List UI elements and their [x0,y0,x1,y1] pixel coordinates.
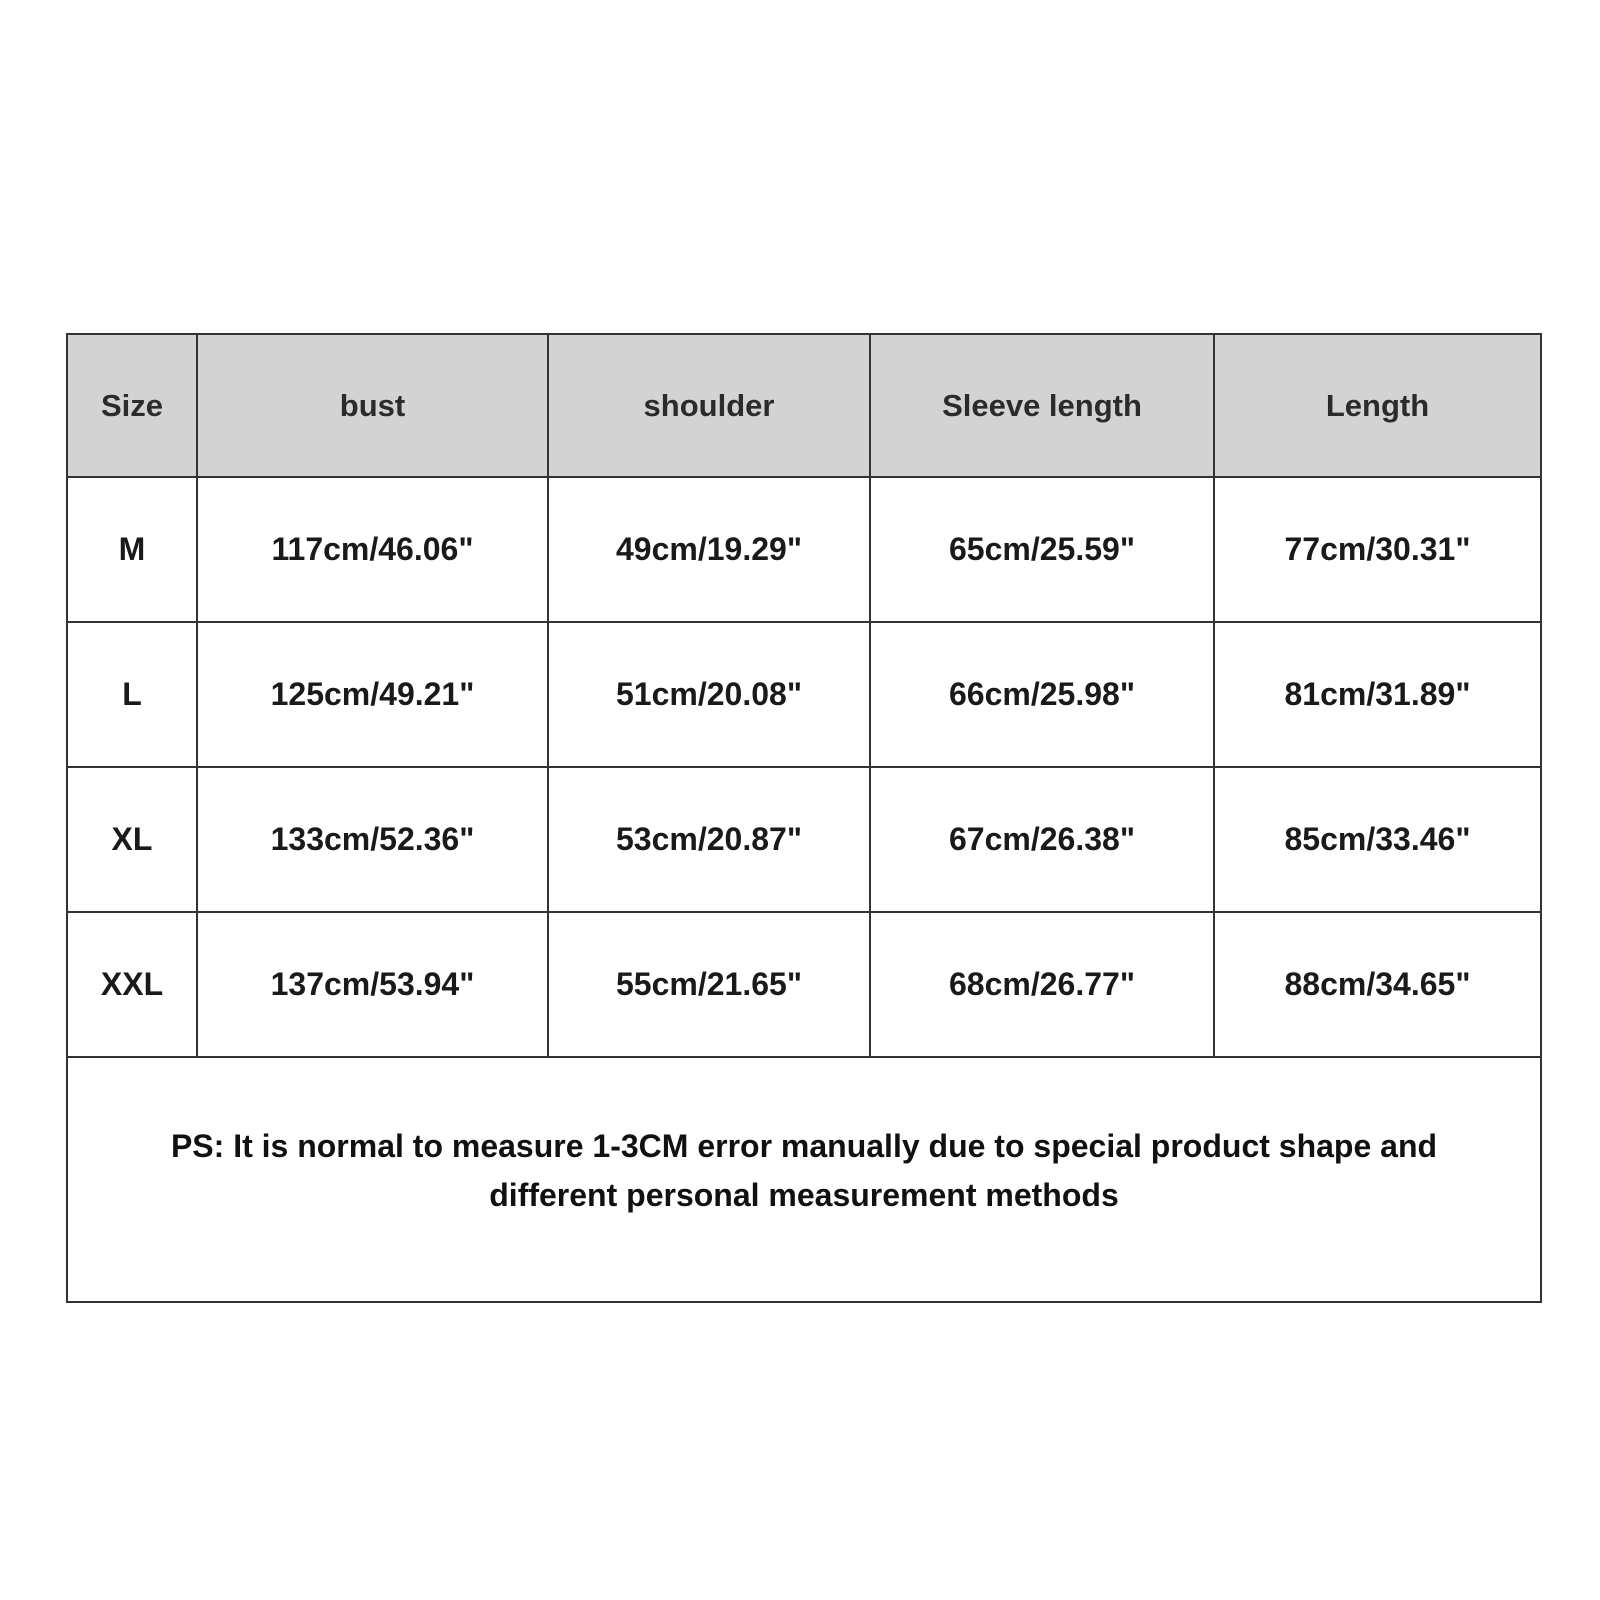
header-size: Size [67,334,197,477]
header-shoulder: shoulder [548,334,870,477]
table-row [67,477,1541,622]
cell-size: M [67,477,197,622]
cell-sleeve-length: 68cm/26.77" [870,912,1214,1057]
measurement-note [67,1057,1541,1302]
table-row [67,622,1541,767]
cell-size: L [67,622,197,767]
cell-bust: 133cm/52.36" [197,767,548,912]
cell-sleeve-length: 66cm/25.98" [870,622,1214,767]
cell-length: 77cm/30.31" [1214,477,1541,622]
cell-length: 81cm/31.89" [1214,622,1541,767]
note-row [67,1057,1541,1302]
size-chart-table [66,333,1542,1303]
table-row [67,912,1541,1057]
header-bust: bust [197,334,548,477]
table-header [67,334,1541,477]
header-row [67,334,1541,477]
cell-length: 88cm/34.65" [1214,912,1541,1057]
cell-bust: 117cm/46.06" [197,477,548,622]
cell-bust: 137cm/53.94" [197,912,548,1057]
cell-size: XL [67,767,197,912]
header-length: Length [1214,334,1541,477]
note-line-1: PS: It is normal to measure 1-3CM error manually due to special product shape and [170,1127,1438,1164]
cell-shoulder: 53cm/20.87" [548,767,870,912]
table-row [67,767,1541,912]
cell-shoulder: 51cm/20.08" [548,622,870,767]
cell-sleeve-length: 65cm/25.59" [870,477,1214,622]
cell-sleeve-length: 67cm/26.38" [870,767,1214,912]
cell-shoulder: 49cm/19.29" [548,477,870,622]
cell-shoulder: 55cm/21.65" [548,912,870,1057]
note-line-2: different personal measurement methods [489,1176,1119,1213]
cell-size: XXL [67,912,197,1057]
header-sleeve-length: Sleeve length [870,334,1214,477]
cell-bust: 125cm/49.21" [197,622,548,767]
table-body [67,477,1541,1057]
cell-length: 85cm/33.46" [1214,767,1541,912]
table-footer [67,1057,1541,1302]
